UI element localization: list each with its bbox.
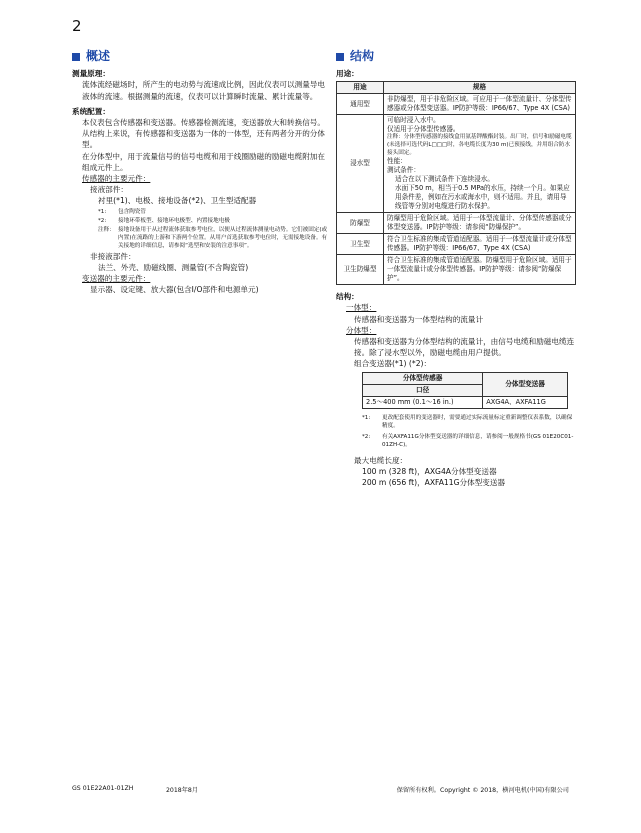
row-spec: 防爆型用于危险区域。适用于一体型流量计、分体型传感器或分体型变送器。IP防护等级：请参阅“防爆保护”。: [384, 213, 576, 234]
header-sensor: 分体型传感器: [363, 372, 483, 384]
nonwetted-heading: 非接液部件：: [90, 251, 136, 261]
wetted-heading: 接液部件：: [90, 185, 128, 195]
nonwetted-items: 法兰、外壳、励磁线圈、测量管(不含陶瓷管): [98, 262, 249, 272]
overview-title: 概述: [72, 51, 332, 62]
row-note: 注释：分体型传感器的接线盒用氨基钾酸酯封装。出厂时，信号和励磁电缆(未选择可选代码L□□□时，各电缆长度为30 m)已预接线，并用组合防水接头固定。: [387, 134, 572, 156]
note-1: *1: 包含陶瓷管: [98, 208, 146, 215]
table-row: [337, 213, 576, 234]
combo-note-2: *2: 有关AXFA11G分体型变送器的详细信息，请参阅一般规格书(GS 01E20C01-01ZH-C)。: [362, 433, 574, 448]
integral-heading: 一体型：: [346, 303, 377, 313]
row-label: 卫生型: [337, 234, 384, 255]
structure-section: [336, 51, 576, 488]
config-paragraph-3: 在分体型中，用于流量信号的信号电缆和用于线圈励磁的励磁电缆附加在组成元件上。: [82, 151, 325, 172]
row-spec: 符合卫生标准的集成管道适配器。适用于一体型流量计或分体型传感器。IP防护等级：IP66/67、Type 4X (CSA): [384, 234, 576, 255]
row-spec: 非防爆型，用于非危险区域。可应用于一体型流量计、分体型传感器或分体型变送器。IP防护等级：IP66/67、Type 4X (CSA): [384, 94, 576, 115]
row-spec: 可临时浸入水中。 仅适用于分体型传感器。 注释：分体型传感器的接线盒用氨基钾酸酯封装。出厂时，信号和励磁电缆(未选择可选代码L□□□时，各电缆长度为30 m)已预接线，并用组合防水接头固定。 性能： 测试条件： 适合在以下测试条件下连续浸水。 水面下50 m，相当于0.5 MPa的水压，持续一个月。如果应用条件差，例如在污水或海水中，则不适用。并且，请用导线管等分别对电缆进行防水保护。: [384, 115, 576, 213]
row-label: 防爆型: [337, 213, 384, 234]
table-header-row: [337, 82, 576, 94]
struct-heading: 结构：: [336, 292, 359, 302]
converter-items: 显示器、设定键、放大器(包含I/O部件和电源单元): [90, 285, 259, 295]
overview-section: [72, 51, 332, 295]
table-header-row: [363, 372, 568, 384]
header-usage: 用途: [337, 82, 384, 94]
page-number: 2: [72, 17, 82, 35]
square-bullet-icon: [72, 53, 80, 61]
table-row: [337, 234, 576, 255]
row-label: 浸水型: [337, 115, 384, 213]
footer-date: 2018年8月: [166, 787, 199, 794]
footer-copyright: 保留所有权利。Copyright © 2018，横河电机(中国)有限公司: [396, 787, 569, 794]
combo-heading: 组合变送器(*1) (*2)：: [354, 359, 432, 369]
principle-heading: 测量原理：: [72, 69, 110, 79]
table-row: [337, 255, 576, 285]
remote-heading: 分体型：: [346, 325, 377, 335]
combo-diameter: 2.5～400 mm (0.1～16 in.): [363, 396, 483, 408]
header-converter: 分体型变送器: [483, 372, 568, 396]
row-spec: 符合卫生标准的集成管道适配器。防爆型用于危险区域。适用于一体型流量计或分体型传感器。IP防护等级：请参阅“防爆保护”。: [384, 255, 576, 285]
cable-heading: 最大电缆长度：: [354, 455, 408, 465]
converter-main-heading: 变送器的主要元件：: [82, 274, 151, 284]
cable-length-1: 100 m (328 ft)，AXG4A分体型变送器: [362, 466, 497, 476]
config-heading: 系统配置：: [72, 106, 110, 116]
config-paragraph-2: 从结构上来说，有传感器和变送器为一体的一体型，还有两者分开的分体型。: [82, 129, 325, 150]
remote-text: 传感器和变送器为分体型结构的流量计，由信号电缆和励磁电缆连接。除了浸水型以外，励磁电缆由用户提供。: [354, 337, 575, 358]
usage-heading: 用途：: [336, 69, 359, 79]
square-bullet-icon: [336, 53, 344, 61]
sensor-main-heading: 传感器的主要元件：: [82, 174, 151, 184]
table-row: [363, 396, 568, 408]
combo-note-1: *1: 更改配套使用的变送器时，需要通过实际流量标定重新调整仪表系数，以确保精度。: [362, 414, 573, 429]
table-row: [337, 115, 576, 213]
cable-length-2: 200 m (656 ft)，AXFA11G分体型变送器: [362, 478, 506, 488]
wetted-items: 衬里(*1)、电极、接地设备(*2)、卫生型适配器: [98, 196, 257, 206]
footer-doc-id: GS 01E22A01-01ZH: [72, 785, 134, 792]
combo-converter: AXG4A、AXFA11G: [483, 396, 568, 408]
row-label: 卫生防爆型: [337, 255, 384, 285]
usage-table: [336, 81, 576, 285]
table-row: [337, 94, 576, 115]
header-spec: 规格: [384, 82, 576, 94]
combo-table: [362, 372, 568, 409]
row-label: 通用型: [337, 94, 384, 115]
note-2: *2: 接地环带板型、接地环电极型、内置接地电极: [98, 217, 230, 224]
principle-text: 流体流经磁场时，所产生的电动势与流速成比例，因此仪表可以测量导电液体的流速。根据测量的流速，仪表可以计算瞬时流量、累计流量等。: [82, 80, 325, 101]
note-3: 注释： 接地设备用于从过程流体获取参考电位，以便从过程流体测量电动势。它们被固定(或内置)在流路的上游和下游两个位置。从用户首选获取参考电位时，无需接地设备。有关接地的详细信息，请参阅“选型和安装的注意事项”。: [98, 226, 328, 249]
config-paragraph-1: 本仪表包含传感器和变送器。传感器检测流速，变送器放大和转换信号。: [82, 118, 325, 128]
header-diameter: 口径: [363, 384, 483, 396]
integral-text: 传感器和变送器为一体型结构的流量计: [354, 314, 484, 324]
structure-title: 结构: [336, 51, 576, 62]
